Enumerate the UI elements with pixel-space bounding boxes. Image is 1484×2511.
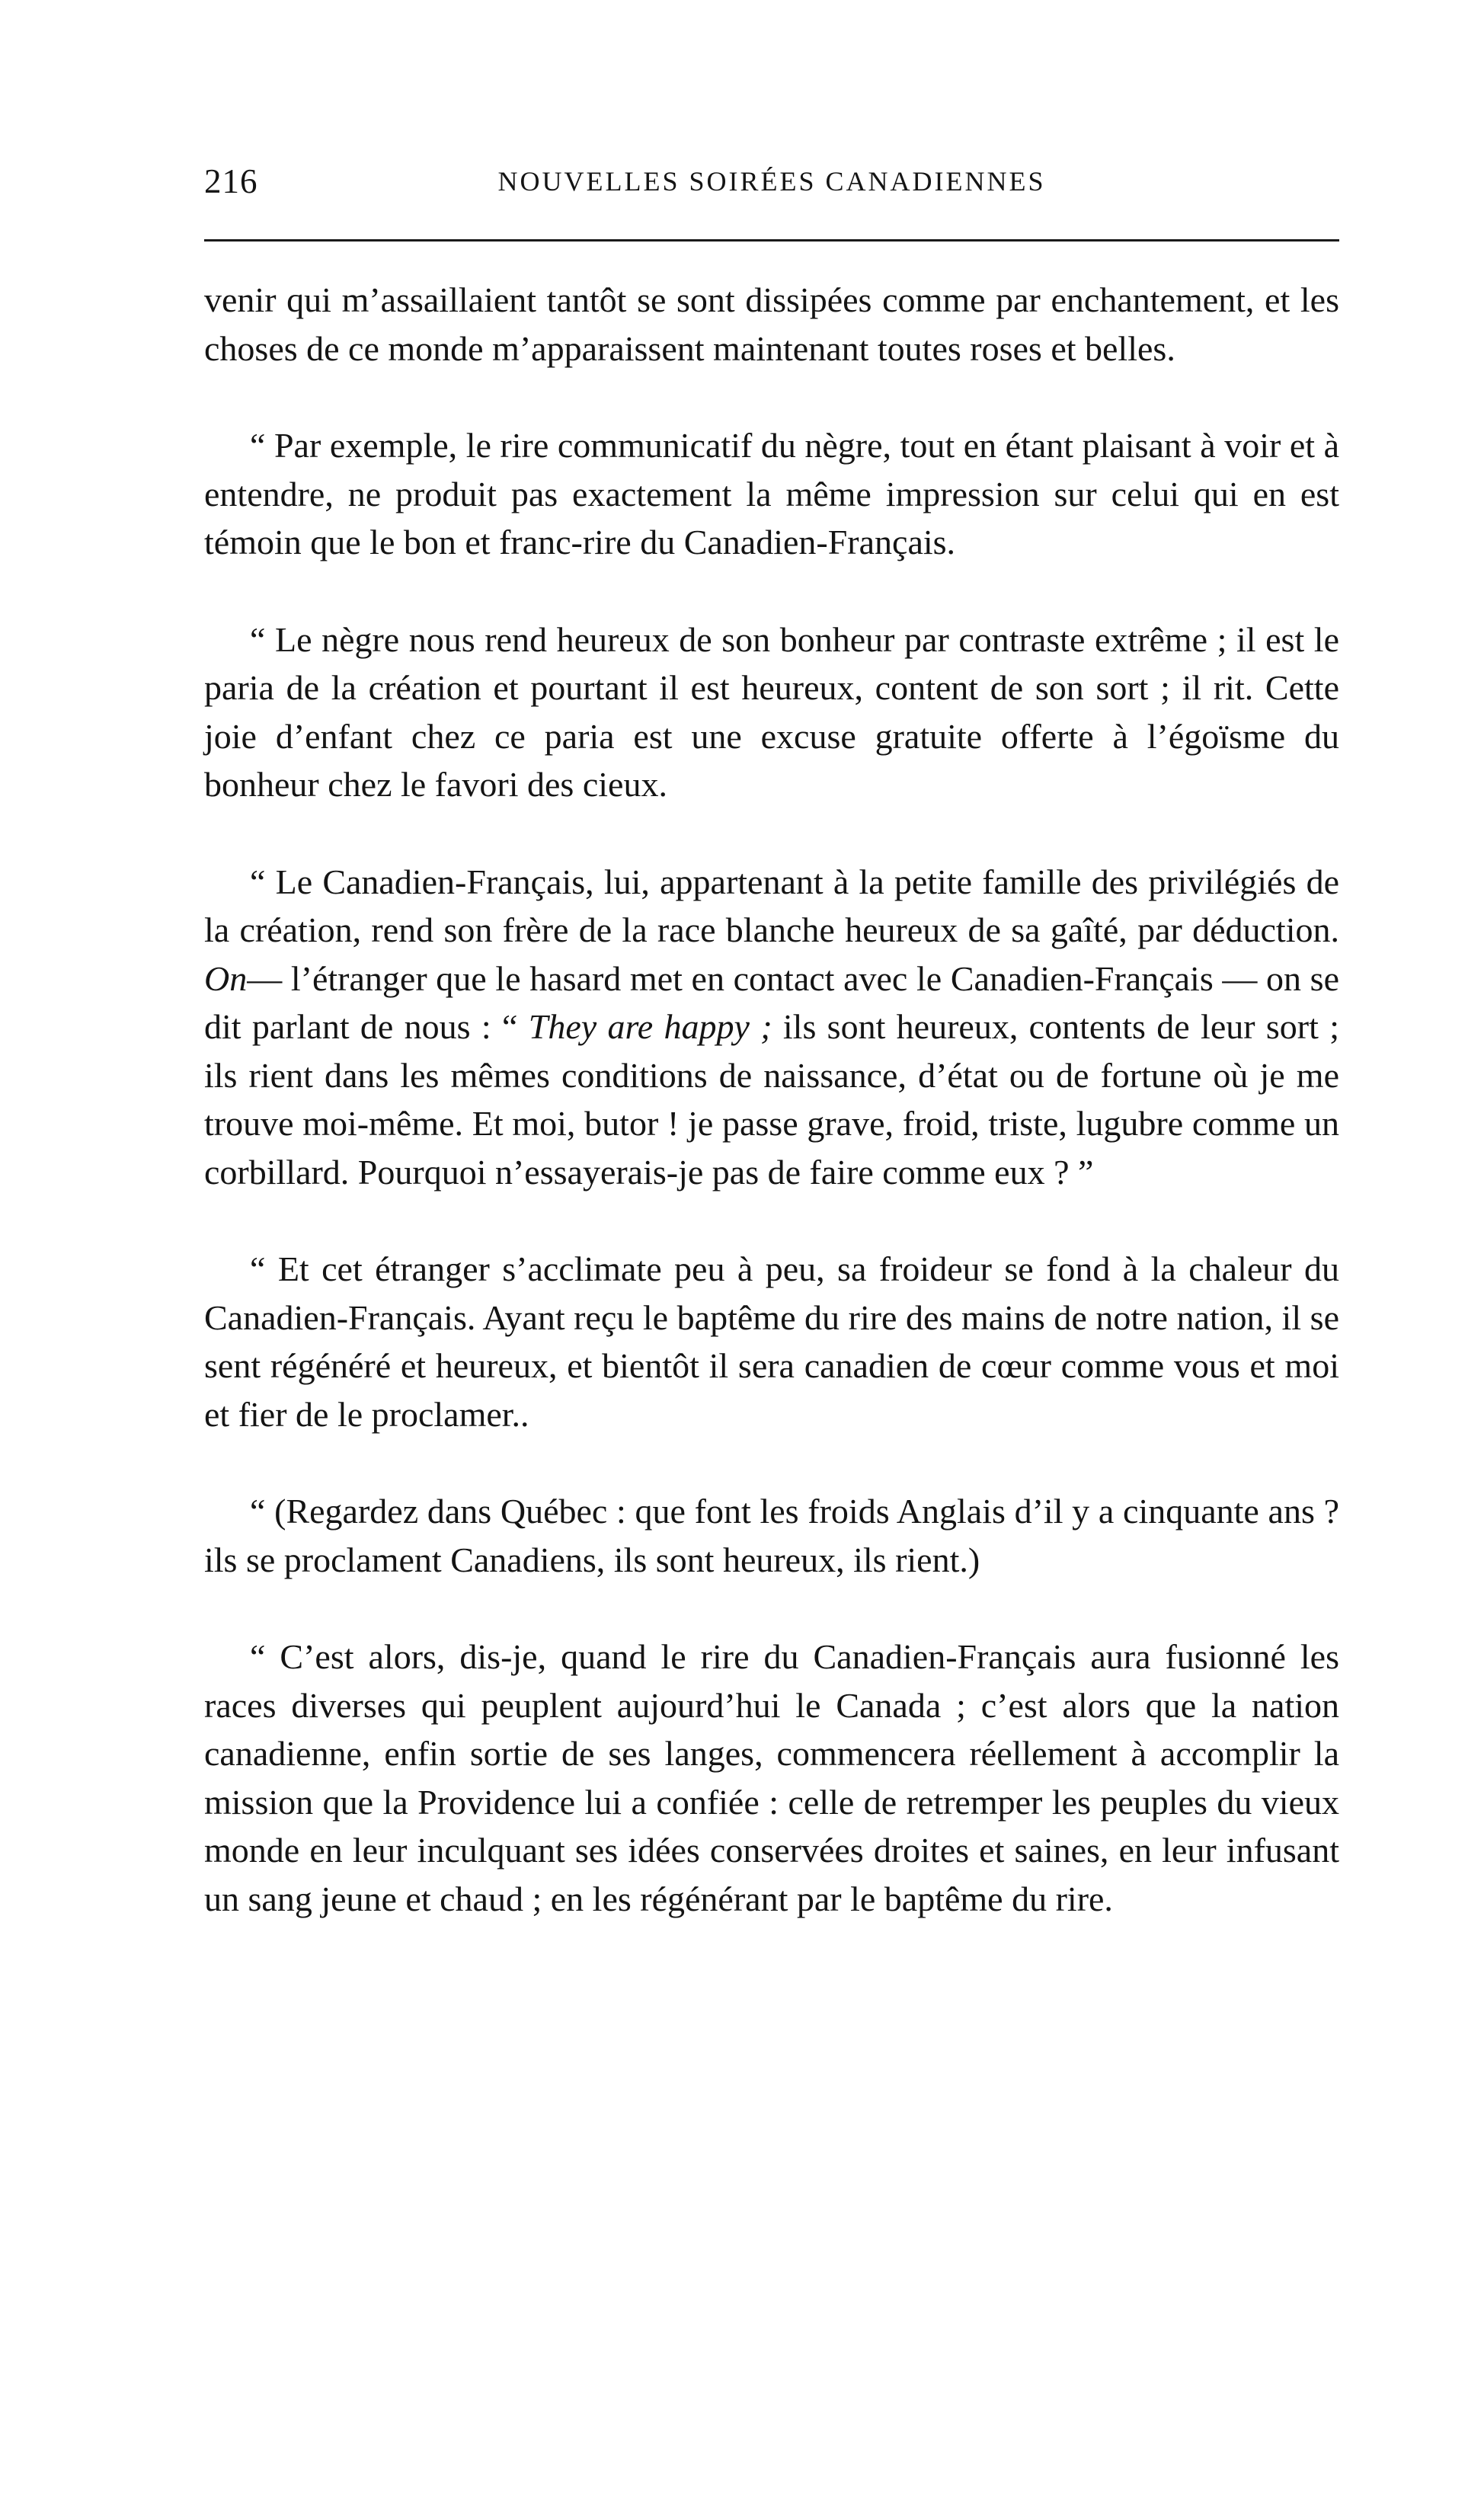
paragraph-4-english-quote: They are happy ; xyxy=(528,1007,772,1046)
paragraph-2: “ Par exemple, le rire communicatif du nègre, tout en étant plaisant à voir et à entendre, ne produit pas exactement la même impression sur celui qui en est témoin que le bon et franc-rire du Canadien-Français. xyxy=(204,426,1339,561)
paragraph-4-italic-on: On xyxy=(204,958,248,998)
paragraph-3: “ Le nègre nous rend heureux de son bonheur par contraste extrême ; il est le paria de la création et pourtant il est heureux, content de son sort ; il rit. Cette joie d’enfant chez ce paria est une excuse gratuite offerte à l’égoïsme du bonheur chez le favori des cieux. xyxy=(204,619,1339,804)
paragraph-7: “ C’est alors, dis-je, quand le rire du Canadien-Français aura fusionné les races diverses qui peuplent aujourd’hui le Canada ; c’est alors que la nation canadienne, enfin sortie de ses langes, commencera réellement à accomplir la mission que la Providence lui a confiée : celle de retremper les peuples du vieux monde en leur inculquant ses idées conservées droites et saines, en leur infusant un sang jeune et chaud ; en les régénérant par le baptême du rire. xyxy=(204,1637,1339,1918)
paragraph-4-part-2: — l’étranger que le hasard met en contact avec le Canadien-Français — on se dit parlant de nous : “ xyxy=(204,958,1339,1046)
paragraph-6: “ (Regardez dans Québec : que font les froids Anglais d’il y a cinquante ans ? ils se proclament Canadiens, ils sont heureux, ils rient.) xyxy=(204,1492,1339,1579)
header-rule xyxy=(204,239,1339,242)
paragraph-4-part-1: “ Le Canadien-Français, lui, appartenant à la petite famille des privilégiés de la création, rend son frère de la race blanche heureux de sa gaîté, par déduction. xyxy=(204,862,1339,949)
paragraph-4-part-3: ils sont heureux, contents de leur sort ; ils rient dans les mêmes conditions de naissance, d’état ou de fortune où je me trouve moi-même. Et moi, butor ! je passe grave, froid, triste, lugubre comme un corbillard. Pourquoi n’essayerais-je pas de faire comme eux ? ” xyxy=(204,1007,1339,1192)
paragraph-4 xyxy=(204,858,1339,1197)
running-title: NOUVELLES SOIRÉES CANADIENNES xyxy=(497,166,1046,197)
running-head xyxy=(204,158,1339,204)
paragraph-5: “ Et cet étranger s’acclimate peu à peu, sa froideur se fond à la chaleur du Canadien-Français. Ayant reçu le baptême du rire des mains de notre nation, il se sent régénéré et heureux, et bientôt il sera canadien de cœur comme vous et moi et fier de le proclamer.. xyxy=(204,1249,1339,1434)
body-text xyxy=(204,276,1339,1923)
page-number: 216 xyxy=(204,162,258,200)
paragraph-1: venir qui m’assaillaient tantôt se sont dissipées comme par enchantement, et les choses de ce monde m’apparaissent maintenant toutes roses et belles. xyxy=(204,280,1339,368)
